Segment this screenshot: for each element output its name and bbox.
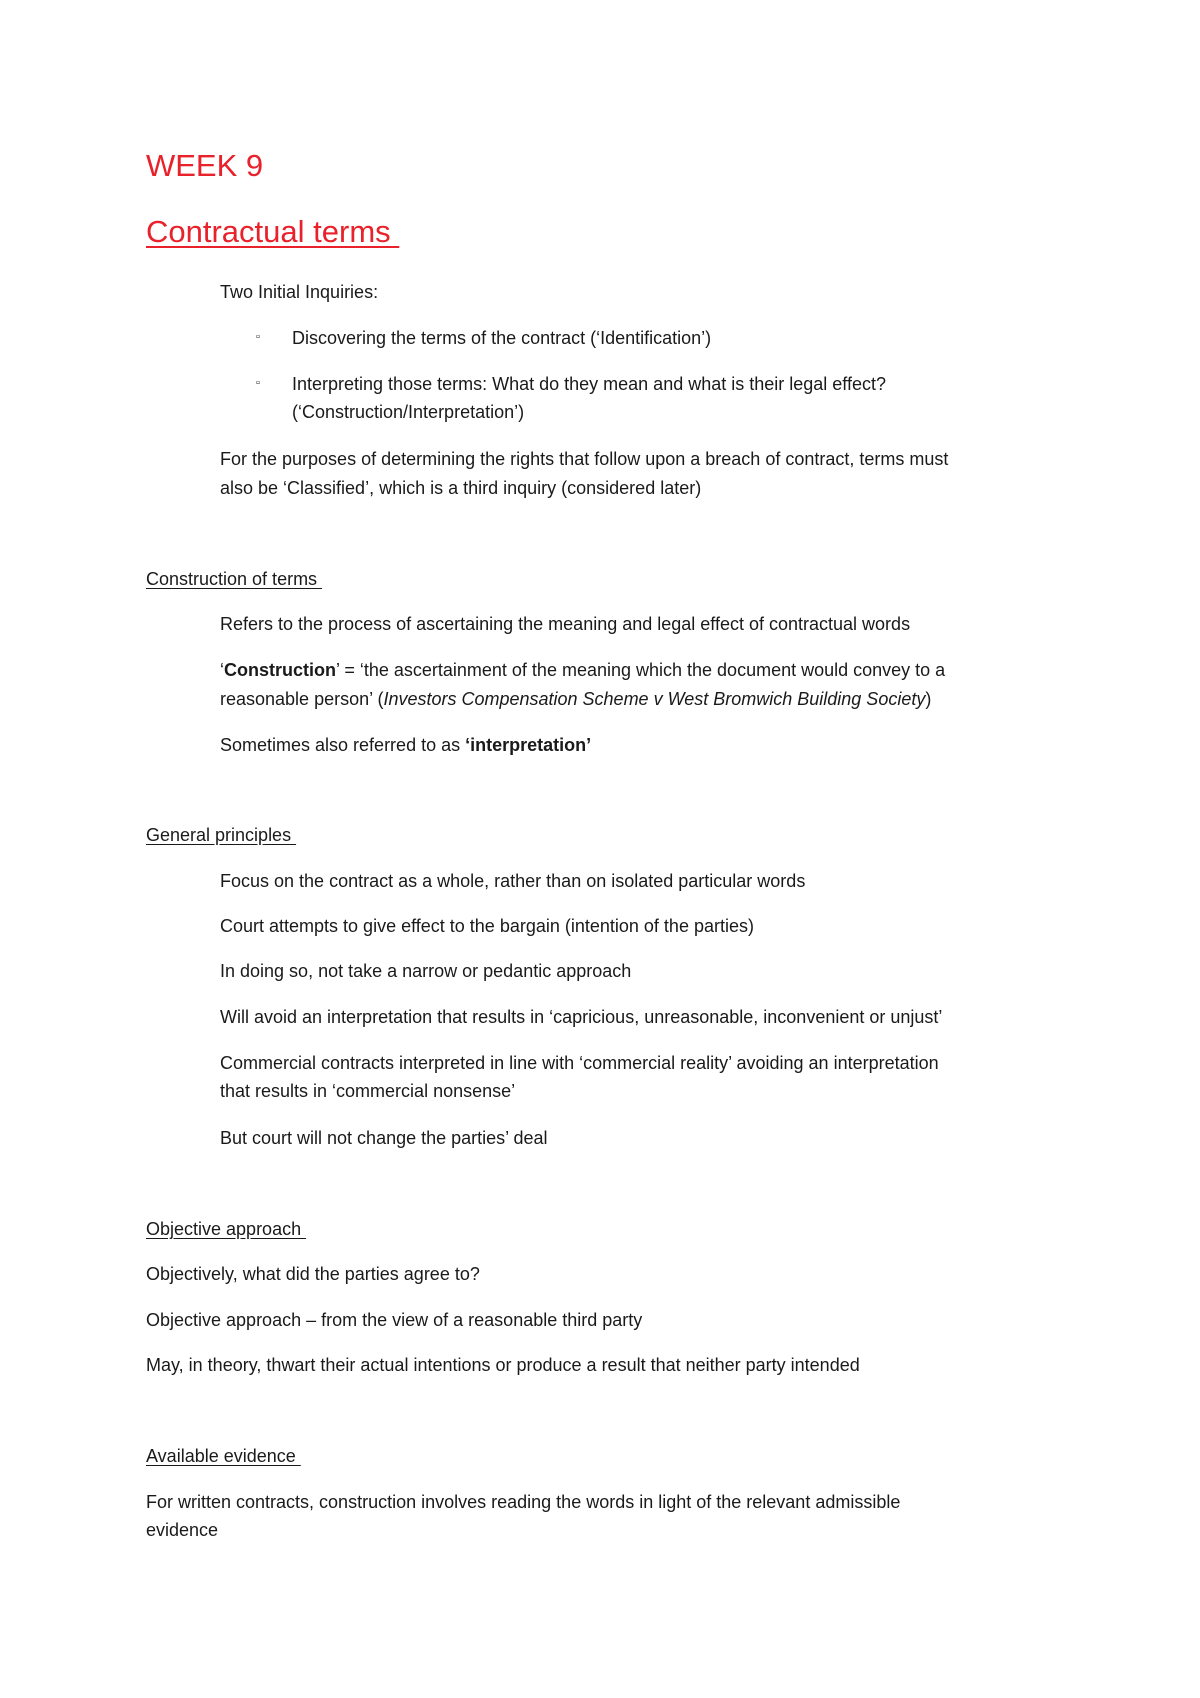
evidence-line-2: evidence bbox=[146, 1520, 219, 1540]
principle-item: Will avoid an interpretation that results in ‘capricious, unreasonable, inconvenient or unjust’ bbox=[220, 1007, 943, 1027]
bullet-item-identification: Discovering the terms of the contract (‘Identification’) bbox=[292, 328, 712, 348]
principle-item: Commercial contracts interpreted in line with ‘commercial reality’ avoiding an interpretation bbox=[220, 1053, 939, 1073]
inquiries-label: Two Initial Inquiries: bbox=[220, 282, 379, 302]
bullet-marker: ▫ bbox=[256, 331, 260, 343]
construction-refers: Refers to the process of ascertaining the meaning and legal effect of contractual words bbox=[220, 614, 911, 634]
interpretation-term: ‘interpretation’ bbox=[465, 735, 592, 755]
principle-item: Court attempts to give effect to the bargain (intention of the parties) bbox=[220, 916, 754, 936]
case-citation: Investors Compensation Scheme v West Bromwich Building Society bbox=[383, 689, 926, 709]
objective-item: Objective approach – from the view of a reasonable third party bbox=[146, 1310, 643, 1330]
principle-item: But court will not change the parties’ deal bbox=[220, 1128, 548, 1148]
objective-item: Objectively, what did the parties agree to? bbox=[146, 1264, 480, 1284]
bullet-marker: ▫ bbox=[256, 377, 260, 389]
section-heading-objective-approach: Objective approach bbox=[146, 1219, 307, 1239]
section-heading-construction: Construction of terms bbox=[146, 569, 323, 589]
construction-term: Construction bbox=[224, 660, 336, 680]
construction-definition-line-1: ‘Construction’ = ‘the ascertainment of the meaning which the document would convey to a bbox=[220, 660, 946, 680]
section-heading-general-principles: General principles bbox=[146, 825, 297, 845]
section-heading-available-evidence: Available evidence bbox=[146, 1446, 301, 1466]
principle-item: In doing so, not take a narrow or pedantic approach bbox=[220, 961, 632, 981]
evidence-line-1: For written contracts, construction involves reading the words in light of the relevant admissible bbox=[146, 1492, 901, 1512]
page-title: Contractual terms bbox=[146, 214, 400, 249]
objective-item: May, in theory, thwart their actual intentions or produce a result that neither party intended bbox=[146, 1355, 860, 1375]
week-heading: WEEK 9 bbox=[146, 148, 264, 183]
purposes-line-1: For the purposes of determining the rights that follow upon a breach of contract, terms must bbox=[220, 449, 949, 469]
construction-definition-line-2: reasonable person’ (Investors Compensation Scheme v West Bromwich Building Society) bbox=[220, 689, 932, 709]
principle-item: Focus on the contract as a whole, rather than on isolated particular words bbox=[220, 871, 806, 891]
construction-sometimes: Sometimes also referred to as ‘interpretation’ bbox=[220, 735, 592, 755]
purposes-line-2: also be ‘Classified’, which is a third inquiry (considered later) bbox=[220, 478, 702, 498]
bullet-item-interpretation: Interpreting those terms: What do they mean and what is their legal effect? bbox=[292, 374, 886, 394]
bullet-item-interpretation-cont: (‘Construction/Interpretation’) bbox=[292, 402, 525, 422]
principle-item-cont: that results in ‘commercial nonsense’ bbox=[220, 1081, 516, 1101]
